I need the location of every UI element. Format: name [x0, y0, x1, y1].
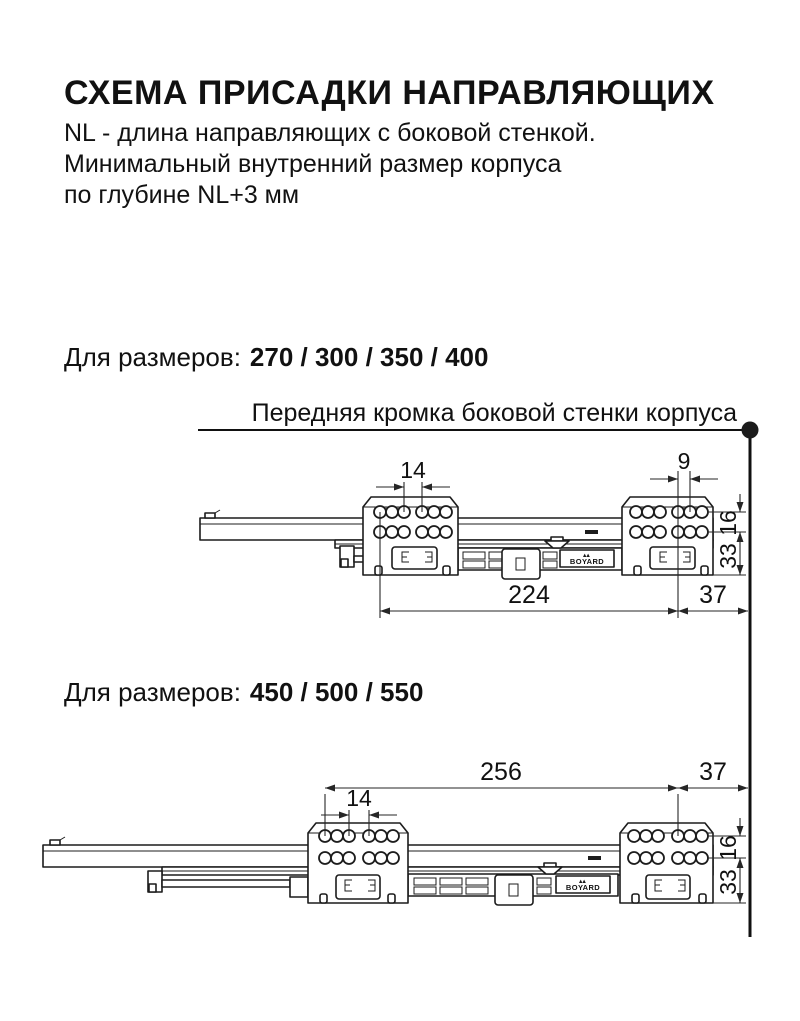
front-edge-label: Передняя кромка боковой стенки корпуса — [251, 399, 737, 427]
bracket-foot — [388, 894, 395, 903]
arrow-icon — [678, 785, 688, 792]
dim-label: 16 — [715, 835, 741, 861]
mounting-hole — [654, 506, 666, 518]
edge-marker-dot — [742, 422, 759, 439]
mounting-hole — [630, 526, 642, 538]
mounting-hole — [428, 506, 440, 518]
mounting-hole — [654, 526, 666, 538]
mounting-hole — [440, 506, 452, 518]
mounting-hole — [387, 830, 399, 842]
cam-adjuster-window — [392, 547, 437, 569]
cam-adjuster-window — [646, 875, 690, 899]
mounting-hole — [363, 852, 375, 864]
section2-sizes: 450 / 500 / 550 — [249, 677, 424, 707]
rail-hook — [205, 513, 215, 518]
bracket-foot — [320, 894, 327, 903]
arrow-icon — [738, 608, 748, 615]
dim-label: 33 — [715, 543, 741, 569]
brand-plate — [556, 876, 610, 893]
release-clip — [502, 549, 540, 579]
rear-mounting-bracket-1 — [363, 497, 458, 575]
mounting-hole — [416, 526, 428, 538]
rear-mounting-bracket-2 — [308, 823, 408, 903]
brand-label: BOYARD — [565, 883, 601, 892]
arrow-icon — [668, 785, 678, 792]
section1-heading — [64, 342, 488, 372]
brand-label: BOYARD — [569, 557, 605, 566]
dim-label: 224 — [508, 581, 550, 609]
section1-label: Для размеров: — [64, 342, 241, 372]
dim-label: 33 — [715, 869, 741, 895]
mounting-hole — [652, 830, 664, 842]
mounting-hole — [696, 830, 708, 842]
mounting-hole — [387, 852, 399, 864]
mounting-hole — [331, 852, 343, 864]
mounting-hole — [640, 852, 652, 864]
notch-mark — [588, 856, 601, 860]
dim-label: 256 — [480, 758, 522, 786]
bracket-foot — [701, 566, 708, 575]
notch-mark — [585, 530, 598, 534]
arrow-icon — [380, 608, 390, 615]
mounting-hole — [386, 526, 398, 538]
mounting-hole — [375, 852, 387, 864]
section1-sizes: 270 / 300 / 350 / 400 — [249, 342, 489, 372]
dim-label: 16 — [715, 510, 741, 536]
arrow-icon — [737, 826, 744, 836]
mounting-hole — [386, 506, 398, 518]
arrow-icon — [738, 785, 748, 792]
dim-label: 14 — [400, 457, 426, 483]
mounting-hole — [652, 852, 664, 864]
front-mounting-bracket-1 — [622, 497, 713, 575]
mounting-hole — [684, 852, 696, 864]
mounting-hole — [319, 852, 331, 864]
dim-label: 37 — [699, 581, 727, 609]
mounting-hole — [331, 830, 343, 842]
dim-label: 37 — [699, 758, 727, 786]
mounting-hole — [684, 830, 696, 842]
arrow-icon — [422, 484, 432, 491]
slide-assembly-1 — [200, 497, 713, 579]
arrow-icon — [668, 608, 678, 615]
bracket-foot — [634, 566, 641, 575]
description-line-2: Минимальный внутренний размер корпуса — [64, 150, 562, 178]
arrow-icon — [690, 476, 700, 483]
slide-assembly-2 — [43, 823, 713, 905]
mounting-hole — [642, 506, 654, 518]
mounting-hole — [696, 506, 708, 518]
dim-wall-offset-2 — [678, 758, 748, 792]
bracket-foot — [699, 894, 706, 903]
mounting-hole — [375, 830, 387, 842]
dim-label: 14 — [346, 785, 372, 811]
cam-adjuster-window — [650, 547, 695, 569]
mounting-hole — [684, 526, 696, 538]
rail-hook — [50, 840, 60, 845]
mounting-hole — [672, 852, 684, 864]
mounting-hole — [628, 852, 640, 864]
mounting-hole — [642, 526, 654, 538]
bracket-foot — [443, 566, 450, 575]
arrow-icon — [339, 812, 349, 819]
description-line-3: по глубине NL+3 мм — [64, 181, 300, 209]
page-title: СХЕМА ПРИСАДКИ НАПРАВЛЯЮЩИХ — [64, 74, 715, 112]
mounting-hole — [696, 852, 708, 864]
mounting-hole — [696, 526, 708, 538]
mounting-hole — [628, 830, 640, 842]
bracket-foot — [375, 566, 382, 575]
mounting-hole — [343, 852, 355, 864]
rail-connector — [290, 877, 308, 897]
mounting-hole — [640, 830, 652, 842]
mounting-hole — [440, 526, 452, 538]
brand-plate — [560, 550, 614, 567]
arrow-icon — [325, 785, 335, 792]
section2-label: Для размеров: — [64, 677, 241, 707]
cam-adjuster-window — [336, 875, 380, 899]
release-clip — [495, 875, 533, 905]
front-mounting-bracket-2 — [620, 823, 713, 903]
arrow-icon — [678, 608, 688, 615]
arrow-icon — [668, 476, 678, 483]
section2-heading — [64, 677, 423, 707]
dim-label: 9 — [677, 448, 691, 474]
mounting-hole — [630, 506, 642, 518]
bracket-foot — [632, 894, 639, 903]
description-line-1: NL - длина направляющих с боковой стенкой. — [64, 119, 596, 147]
arrow-icon — [394, 484, 404, 491]
arrow-icon — [369, 812, 379, 819]
mounting-hole — [428, 526, 440, 538]
dim-wall-offset-1 — [678, 581, 748, 615]
mounting-hole — [398, 526, 410, 538]
